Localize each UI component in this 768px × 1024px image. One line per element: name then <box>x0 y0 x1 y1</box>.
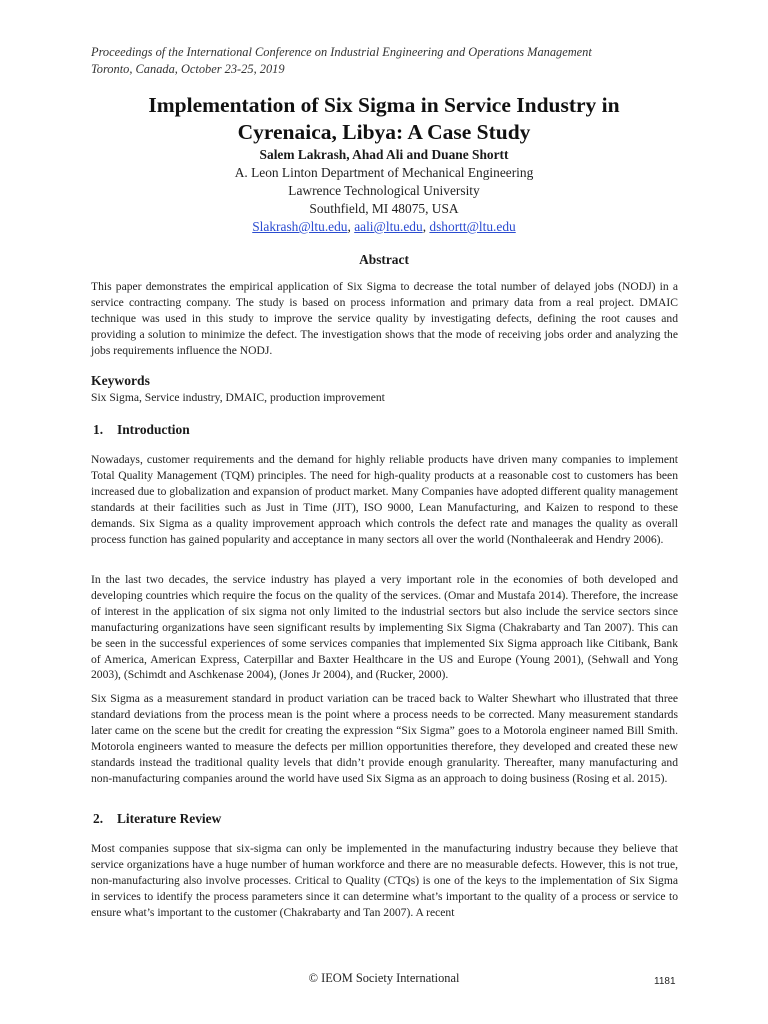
page-number: 1181 <box>654 976 676 987</box>
affiliation-university: Lawrence Technological University <box>288 183 480 198</box>
abstract-text: This paper demonstrates the empirical application of Six Sigma to decrease the total number of delayed jobs (NODJ) in a service contracting company. The study is based on process information and primary data from a real project. DMAIC technique was used in this study to improve the service quality by investigating defects, defining the root causes and providing a solution to minimize the defect. The investigation shows that the mode of receiving jobs order and analyzing the jobs requirements influence the NODJ. <box>91 280 678 357</box>
email-separator: , <box>347 219 355 234</box>
keywords-text: Six Sigma, Service industry, DMAIC, production improvement <box>91 391 385 404</box>
email-link-slakrash[interactable]: Slakrash@ltu.edu <box>252 219 348 234</box>
section-number: 1. <box>93 422 104 437</box>
paper-title-line-2: Cyrenaica, Libya: A Case Study <box>237 120 531 144</box>
author-list: Salem Lakrash, Ahad Ali and Duane Shortt <box>259 147 509 162</box>
author-emails <box>60 218 708 236</box>
section-title: Introduction <box>117 422 190 437</box>
email-separator: , <box>422 219 430 234</box>
intro-paragraph-1: Nowadays, customer requirements and the demand for highly reliable products have driven many companies to implement Total Quality Management (TQM) principles. The need for high-quality products at a reasonable cost to customers has been increased due to globalization and expansion of product market. Many Companies have adopted different quality management standards at their facilities such as Just in Time (JIT), ISO 9000, Lean Manufacturing, and Kaizen to respond to these demands. Six Sigma as a quality improvement approach which controls the defect rate and manages the quality as overall process function has gained popularity and acceptance in many sectors all over the world (Nonthaleerak and Hendry 2006). <box>91 453 678 546</box>
email-link-dshortt[interactable]: dshortt@ltu.edu <box>429 219 516 234</box>
literature-paragraph-1: Most companies suppose that six-sigma can only be implemented in the manufacturing industry because they believe that service organizations have a huge number of human workforce and there are no measurable defects. However, this is not true, non-manufacturing also involve processes. Critical to Quality (CTQs) is one of the keys to the implementation of Six Sigma in services to identify the process parameters since it can determine what’s important to the quality of a process or service to ensure what’s important to the customer (Chakrabarty and Tan 2007). A recent <box>91 842 678 919</box>
intro-paragraph-3: Six Sigma as a measurement standard in product variation can be traced back to Walter Shewhart who illustrated that three standard deviations from the process mean is the point where a process needs to be corrected. Many measurement standards later came on the scene but the credit for creating the expression “Six Sigma” goes to a Motorola engineer named Bill Smith. Motorola engineers wanted to measure the defects per million opportunities therefore, they developed and created these new standards instead the traditional quality levels that didn’t provide enough granularity. Thereafter, many manufacturing and non-manufacturing companies around the world have used Six Sigma as an approach to doing business (Rosing et al. 2015). <box>91 692 678 785</box>
section-title: Literature Review <box>117 811 222 826</box>
paper-title-line-1: Implementation of Six Sigma in Service Industry in <box>148 93 620 117</box>
affiliation-department: A. Leon Linton Department of Mechanical Engineering <box>234 165 534 180</box>
email-link-aali[interactable]: aali@ltu.edu <box>354 219 423 234</box>
section-heading-literature-review <box>93 811 221 827</box>
affiliation-location: Southfield, MI 48075, USA <box>309 201 459 216</box>
intro-paragraph-2: In the last two decades, the service industry has played a very important role in the economies of both developed and developing countries which require the focus on the quality of the services. (Omar and Mustafa 2014). Therefore, the increase of interest in the application of six sigma not only limited to the industrial sectors but also include the service sectors since manufacturing organizations have seen significant results by implementing Six Sigma (Chakrabarty and Tan 2007). This can be seen in the successful experiences of some services companies that implemented Six Sigma approach like Citibank, Bank of America, American Express, Caterpillar and Baxter Healthcare in the US and Europe (Young 2001), (Sehwall and Yong 2003), (Schimdt and Aschkenase 2004), (Jones Jr 2004), and (Rucker, 2000). <box>91 573 678 682</box>
keywords-heading: Keywords <box>91 373 150 388</box>
running-header-location-date: Toronto, Canada, October 23-25, 2019 <box>91 62 285 76</box>
abstract-heading: Abstract <box>359 252 409 267</box>
title-block <box>60 92 708 236</box>
footer-copyright: © IEOM Society International <box>308 971 460 985</box>
section-heading-introduction <box>93 422 190 438</box>
section-number: 2. <box>93 811 104 826</box>
running-header-proceedings: Proceedings of the International Conference on Industrial Engineering and Operations Management <box>91 45 592 59</box>
